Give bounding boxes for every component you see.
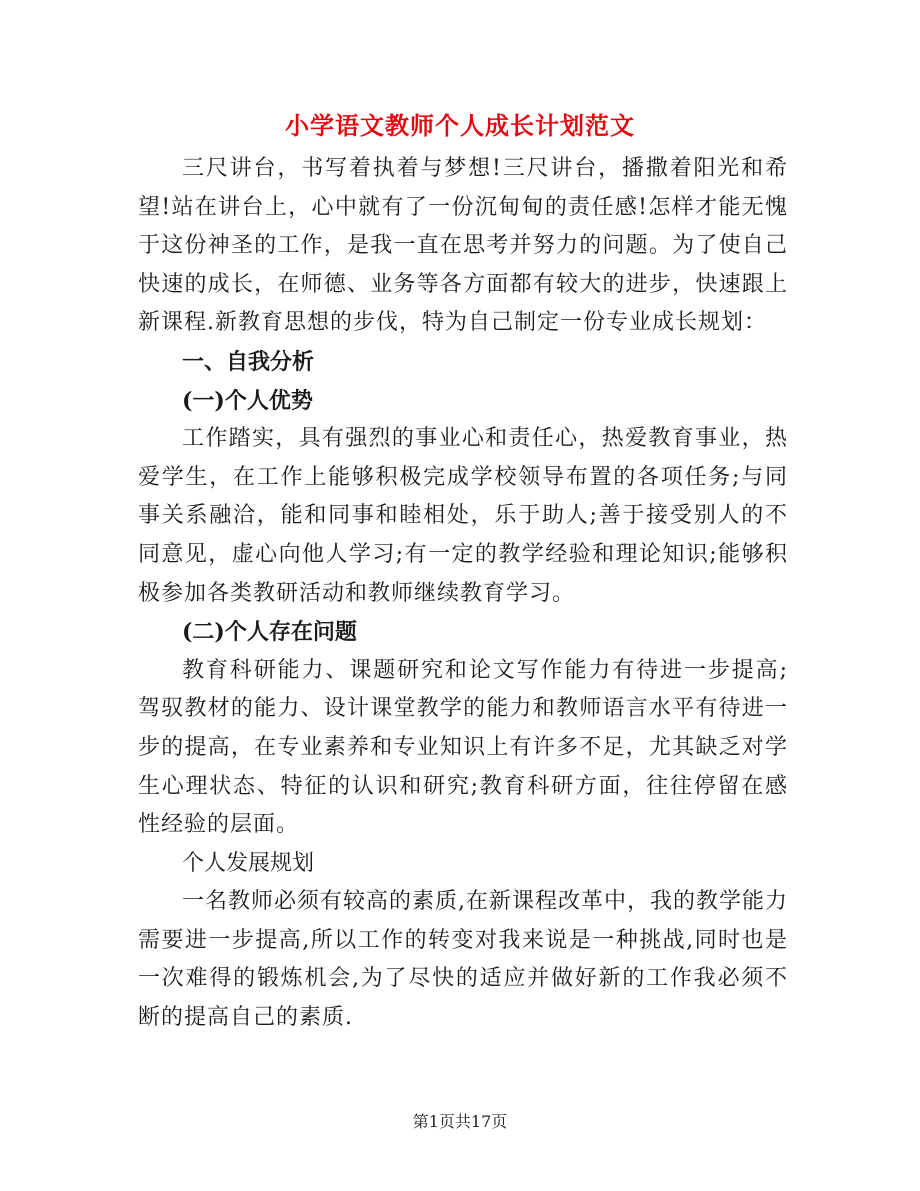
document-body: [138, 150, 788, 1038]
intro-paragraph: 三尺讲台，书写着执着与梦想!三尺讲台，播撒着阳光和希望!站在讲台上，心中就有了一份沉甸甸的责任感!怎样才能无愧于这份神圣的工作，是我一直在思考并努力的问题。为了使自己快速的成长，在师德、业务等各方面都有较大的进步，快速跟上新课程.新教育思想的步伐，特为自己制定一份专业成长规划：: [138, 156, 788, 336]
section-heading-development-plan: 个人发展规划: [182, 850, 315, 876]
strengths-paragraph: 工作踏实，具有强烈的事业心和责任心，热爱教育事业，热爱学生，在工作上能够积极完成学校领导布置的各项任务;与同事关系融洽，能和同事和睦相处，乐于助人;善于接受别人的不同意见，虚心向他人学习;有一定的教学经验和理论知识;能够积极参加各类教研活动和教师继续教育学习。: [138, 426, 788, 606]
problems-paragraph: 教育科研能力、课题研究和论文写作能力有待进一步提高;驾驭教材的能力、设计课堂教学的能力和教师语言水平有待进一步的提高，在专业素养和专业知识上有许多不足，尤其缺乏对学生心理状态、特征的认识和研究;教育科研方面，往往停留在感性经验的层面。: [138, 657, 788, 838]
page-number: 第1页共17页: [412, 1112, 508, 1131]
development-plan-paragraph: 一名教师必须有较高的素质,在新课程改革中，我的教学能力需要进一步提高,所以工作的转变对我来说是一种挑战,同时也是一次难得的锻炼机会,为了尽快的适应并做好新的工作我必须不断的提高自己的素质.: [138, 889, 788, 1031]
section-heading-self-analysis: 一、自我分析: [182, 348, 315, 375]
document-title: 小学语文教师个人成长计划范文: [285, 111, 635, 140]
subheading-problems: (二)个人存在问题: [182, 619, 357, 646]
subheading-strengths: (一)个人优势: [182, 387, 313, 414]
